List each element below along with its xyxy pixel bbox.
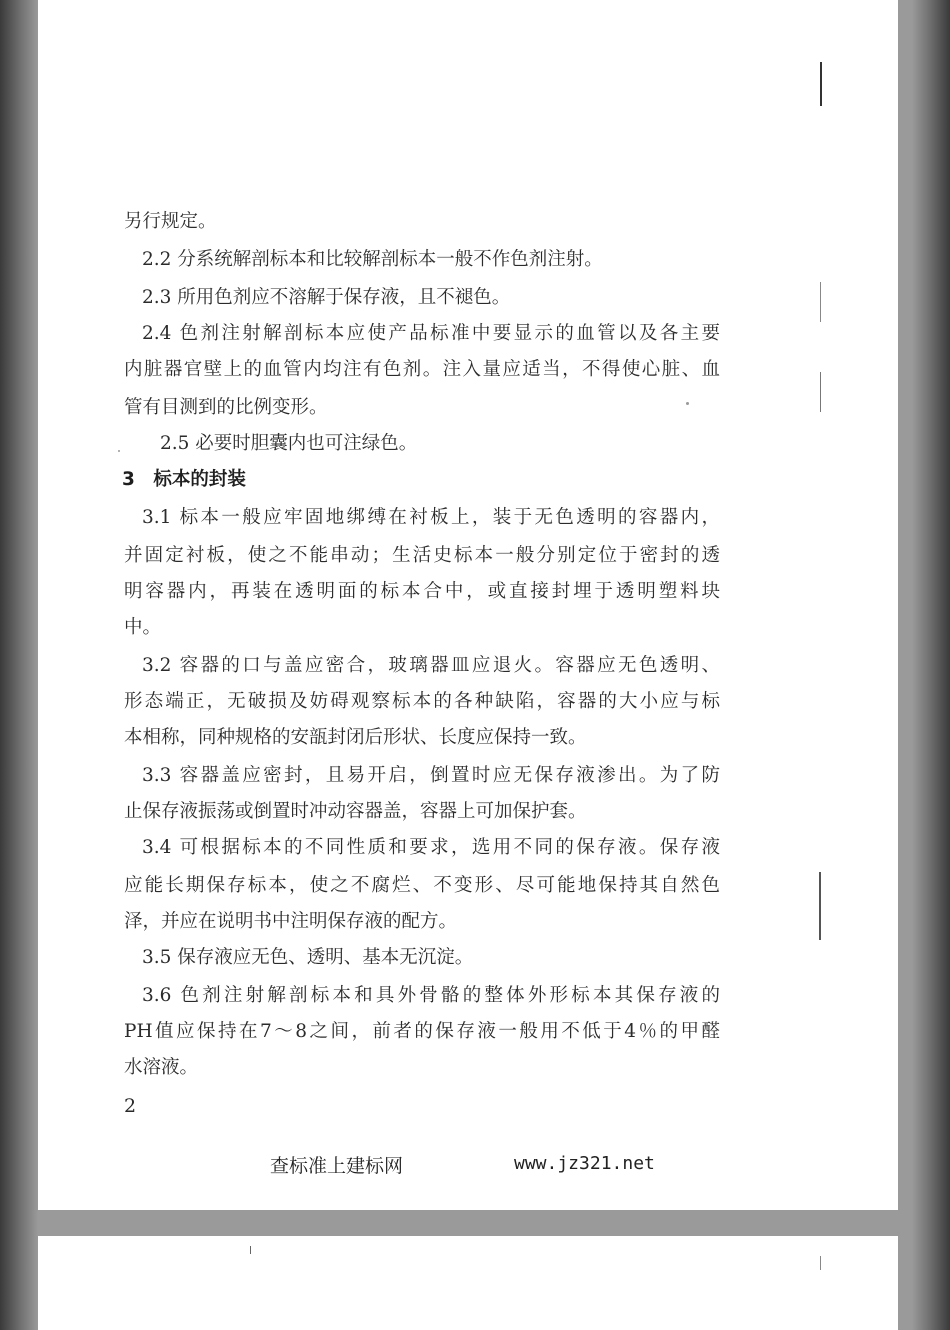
page-number: 2 (124, 1095, 137, 1117)
scan-artifact (250, 1246, 251, 1254)
text-line: 3.1 标本一般应牢固地绑缚在衬板上，装于无色透明的容器内， (142, 507, 720, 528)
text-line: 并固定衬板，使之不能串动；生活史标本一般分别定位于密封的透 (124, 545, 720, 566)
text-line: 明容器内，再装在透明面的标本合中，或直接封埋于透明塑料块 (124, 581, 720, 602)
text-line: 管有目测到的比例变形。 (124, 397, 328, 418)
text-line: 泽，并应在说明书中注明保存液的配方。 (124, 911, 458, 932)
text-line: 应能长期保存标本，使之不腐烂、不变形、尽可能地保持其自然色 (124, 875, 720, 896)
text-line: 3.5 保存液应无色、透明、基本无沉淀。 (142, 947, 474, 968)
scan-artifact (820, 1256, 821, 1270)
section-heading: 3 标本的封装 (122, 469, 246, 490)
text-line: 形态端正，无破损及妨碍观察标本的各种缺陷，容器的大小应与标 (124, 691, 720, 712)
text-line: 2.3 所用色剂应不溶解于保存液，且不褪色。 (142, 287, 511, 308)
footer-site-name: 查标准上建标网 (270, 1155, 404, 1177)
text-line: 水溶液。 (124, 1057, 199, 1078)
scan-speck (686, 402, 689, 405)
scan-artifact (820, 372, 821, 412)
scan-artifact (820, 62, 822, 106)
text-line: 3.6 色剂注射解剖标本和具外骨骼的整体外形标本其保存液的 (142, 985, 720, 1006)
scan-artifact (819, 872, 821, 940)
footer-site-url[interactable]: www.jz321.net (514, 1153, 655, 1174)
text-line: 另行规定。 (124, 211, 217, 232)
text-line: 3.3 容器盖应密封，且易开启，倒置时应无保存液渗出。为了防 (142, 765, 720, 786)
document-page (38, 0, 898, 1210)
scan-artifact (820, 282, 821, 322)
text-line: 2.4 色剂注射解剖标本应使产品标准中要显示的血管以及各主要 (142, 323, 720, 344)
text-line: 内脏器官壁上的血管内均注有色剂。注入量应适当，不得使心脏、血 (124, 359, 720, 380)
text-line: 2.5 必要时胆囊内也可注绿色。 (160, 433, 418, 454)
text-line: 本相称，同种规格的安瓿封闭后形状、长度应保持一致。 (124, 727, 587, 748)
text-line: 中。 (124, 617, 162, 638)
scan-speck (118, 450, 120, 452)
next-document-page (38, 1236, 898, 1330)
text-line: 止保存液振荡或倒置时冲动容器盖，容器上可加保护套。 (124, 801, 587, 822)
text-line: 3.4 可根据标本的不同性质和要求，选用不同的保存液。保存液 (142, 837, 720, 858)
text-line: 3.2 容器的口与盖应密合，玻璃器皿应退火。容器应无色透明、 (142, 655, 720, 676)
text-line: 2.2 分系统解剖标本和比较解剖标本一般不作色剂注射。 (142, 249, 603, 270)
text-line: PH值应保持在7～8之间，前者的保存液一般用不低于4％的甲醛 (124, 1021, 720, 1042)
